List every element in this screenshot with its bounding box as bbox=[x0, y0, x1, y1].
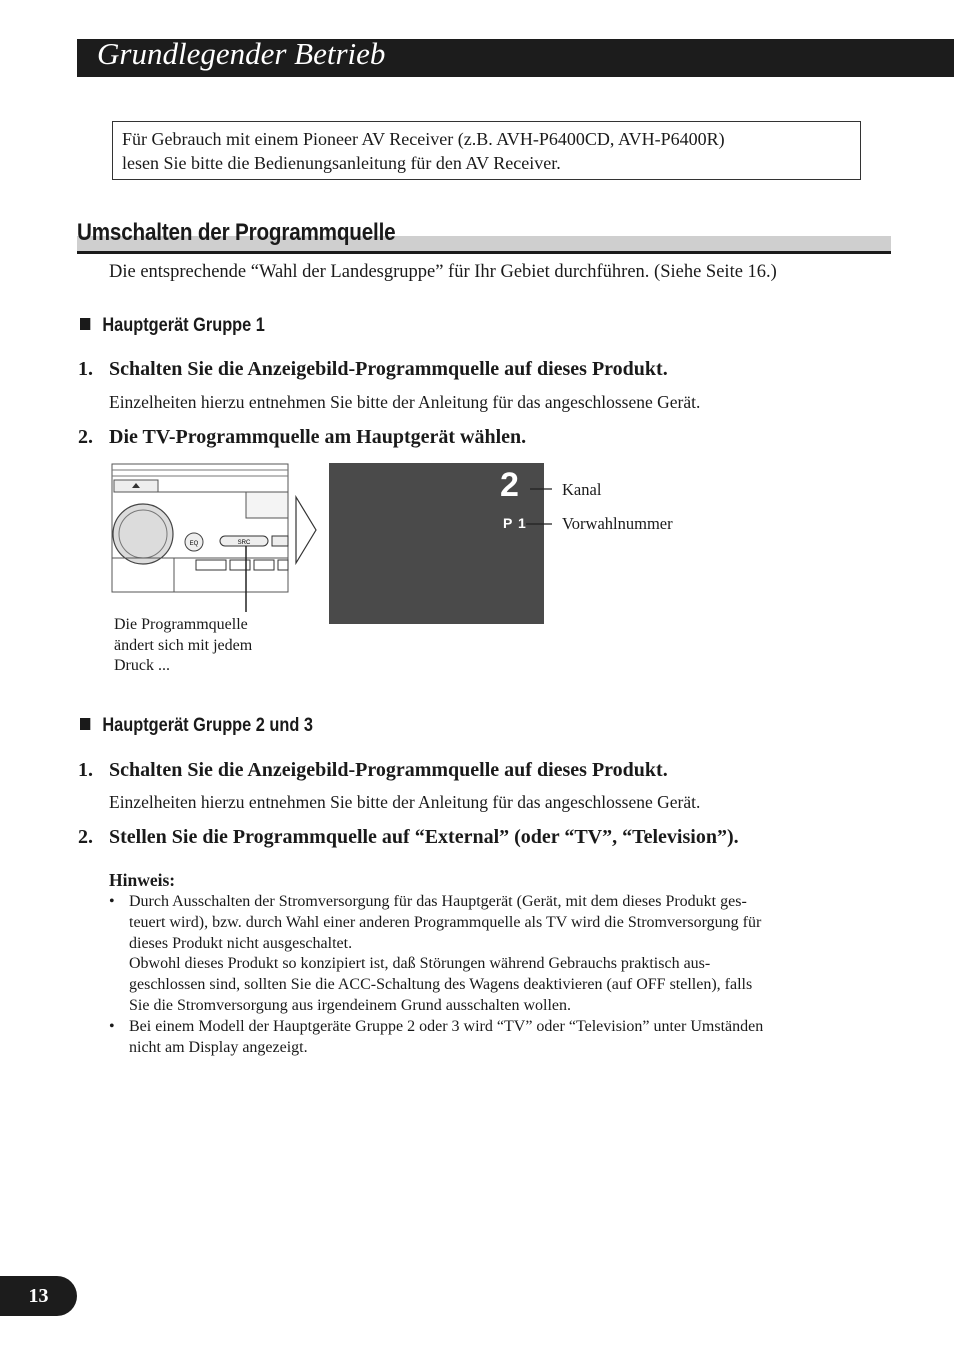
note-box bbox=[112, 121, 861, 180]
note-line-1: Für Gebrauch mit einem Pioneer AV Receiver (z.B. AVH-P6400CD, AVH-P6400R) bbox=[122, 129, 725, 149]
volume-knob bbox=[113, 504, 173, 564]
step-number: 1. bbox=[78, 358, 93, 380]
step-text: Stellen Sie die Programmquelle auf “External” (oder “TV”, “Television”). bbox=[109, 826, 739, 848]
hint-line: geschlossen sind, sollten Sie die ACC-Schaltung des Wagens deaktivieren (auf OFF stellen), falls bbox=[129, 976, 753, 994]
hint-line: dieses Produkt nicht ausgeschaltet. bbox=[129, 934, 353, 952]
hint-item bbox=[107, 892, 867, 1017]
note-line-2: lesen Sie bitte die Bedienungsanleitung für den AV Receiver. bbox=[122, 153, 561, 173]
group2-heading bbox=[80, 715, 313, 737]
square-bullet-icon bbox=[80, 718, 90, 730]
group2-heading-text: Hauptgerät Gruppe 2 und 3 bbox=[102, 715, 313, 736]
arrow-right-icon bbox=[294, 495, 320, 565]
step-number: 2. bbox=[78, 426, 93, 448]
head-unit-illustration bbox=[110, 462, 290, 612]
step-text: Die TV-Programmquelle am Hauptgerät wählen. bbox=[109, 426, 527, 448]
src-label: SRC bbox=[237, 540, 251, 546]
step-number: 2. bbox=[78, 826, 93, 848]
group1-heading bbox=[80, 315, 265, 337]
group1-step1 bbox=[78, 358, 668, 381]
square-bullet-icon bbox=[80, 318, 90, 330]
display-channel: 2 bbox=[500, 466, 519, 504]
group1-step2 bbox=[78, 426, 526, 449]
group2-step2 bbox=[78, 826, 739, 849]
page-number: 13 bbox=[0, 1276, 77, 1316]
hint-line: nicht am Display angezeigt. bbox=[129, 1038, 308, 1056]
label-channel: Kanal bbox=[562, 480, 602, 499]
bullet-icon: • bbox=[109, 1017, 115, 1035]
bullet-icon: • bbox=[109, 893, 115, 910]
section-title: Umschalten der Programmquelle bbox=[77, 219, 396, 246]
hint-line: Sie die Stromversorgung aus irgendeinem Grund ausschalten wollen. bbox=[129, 996, 571, 1014]
hint-item bbox=[107, 1017, 867, 1059]
button-caption bbox=[114, 615, 252, 677]
caption-line: ändert sich mit jedem bbox=[114, 636, 253, 654]
section-intro: Die entsprechende “Wahl der Landesgruppe” für Ihr Gebiet durchführen. (Siehe Seite 16.) bbox=[109, 262, 777, 282]
group2-step1 bbox=[78, 759, 668, 782]
group1-step1-detail: Einzelheiten hierzu entnehmen Sie bitte der Anleitung für das angeschlossene Gerät. bbox=[109, 392, 701, 412]
hint-line: teuert wird), bzw. durch Wahl einer anderen Programmquelle als TV wird die Stromversorgung für bbox=[129, 913, 762, 931]
group1-heading-text: Hauptgerät Gruppe 1 bbox=[102, 315, 265, 336]
step-number: 1. bbox=[78, 759, 93, 781]
hint-line: Bei einem Modell der Hauptgeräte Gruppe 2 oder 3 wird “TV” oder “Television” unter Umständen bbox=[129, 1017, 764, 1035]
display-preset: P 1 bbox=[503, 515, 527, 531]
caption-line: Die Programmquelle bbox=[114, 616, 248, 633]
hint-title: Hinweis: bbox=[109, 870, 176, 890]
caption-line: Druck ... bbox=[114, 657, 170, 674]
svg-text:EQ: EQ bbox=[189, 541, 199, 547]
hint-line: Durch Ausschalten der Stromversorgung für das Hauptgerät (Gerät, mit dem dieses Produkt ges- bbox=[129, 893, 747, 910]
page-header-title: Grundlegender Betrieb bbox=[97, 36, 386, 71]
hint-list bbox=[107, 892, 867, 1058]
label-preset: Vorwahlnummer bbox=[562, 514, 673, 533]
display-window bbox=[246, 492, 288, 518]
callout-lines bbox=[526, 480, 556, 530]
step-text: Schalten Sie die Anzeigebild-Programmquelle auf dieses Produkt. bbox=[109, 759, 668, 781]
step-text: Schalten Sie die Anzeigebild-Programmquelle auf dieses Produkt. bbox=[109, 358, 668, 380]
group2-step1-detail: Einzelheiten hierzu entnehmen Sie bitte der Anleitung für das angeschlossene Gerät. bbox=[109, 792, 701, 812]
hint-line: Obwohl dieses Produkt so konzipiert ist, daß Störungen während Gebrauchs praktisch aus- bbox=[129, 955, 711, 973]
